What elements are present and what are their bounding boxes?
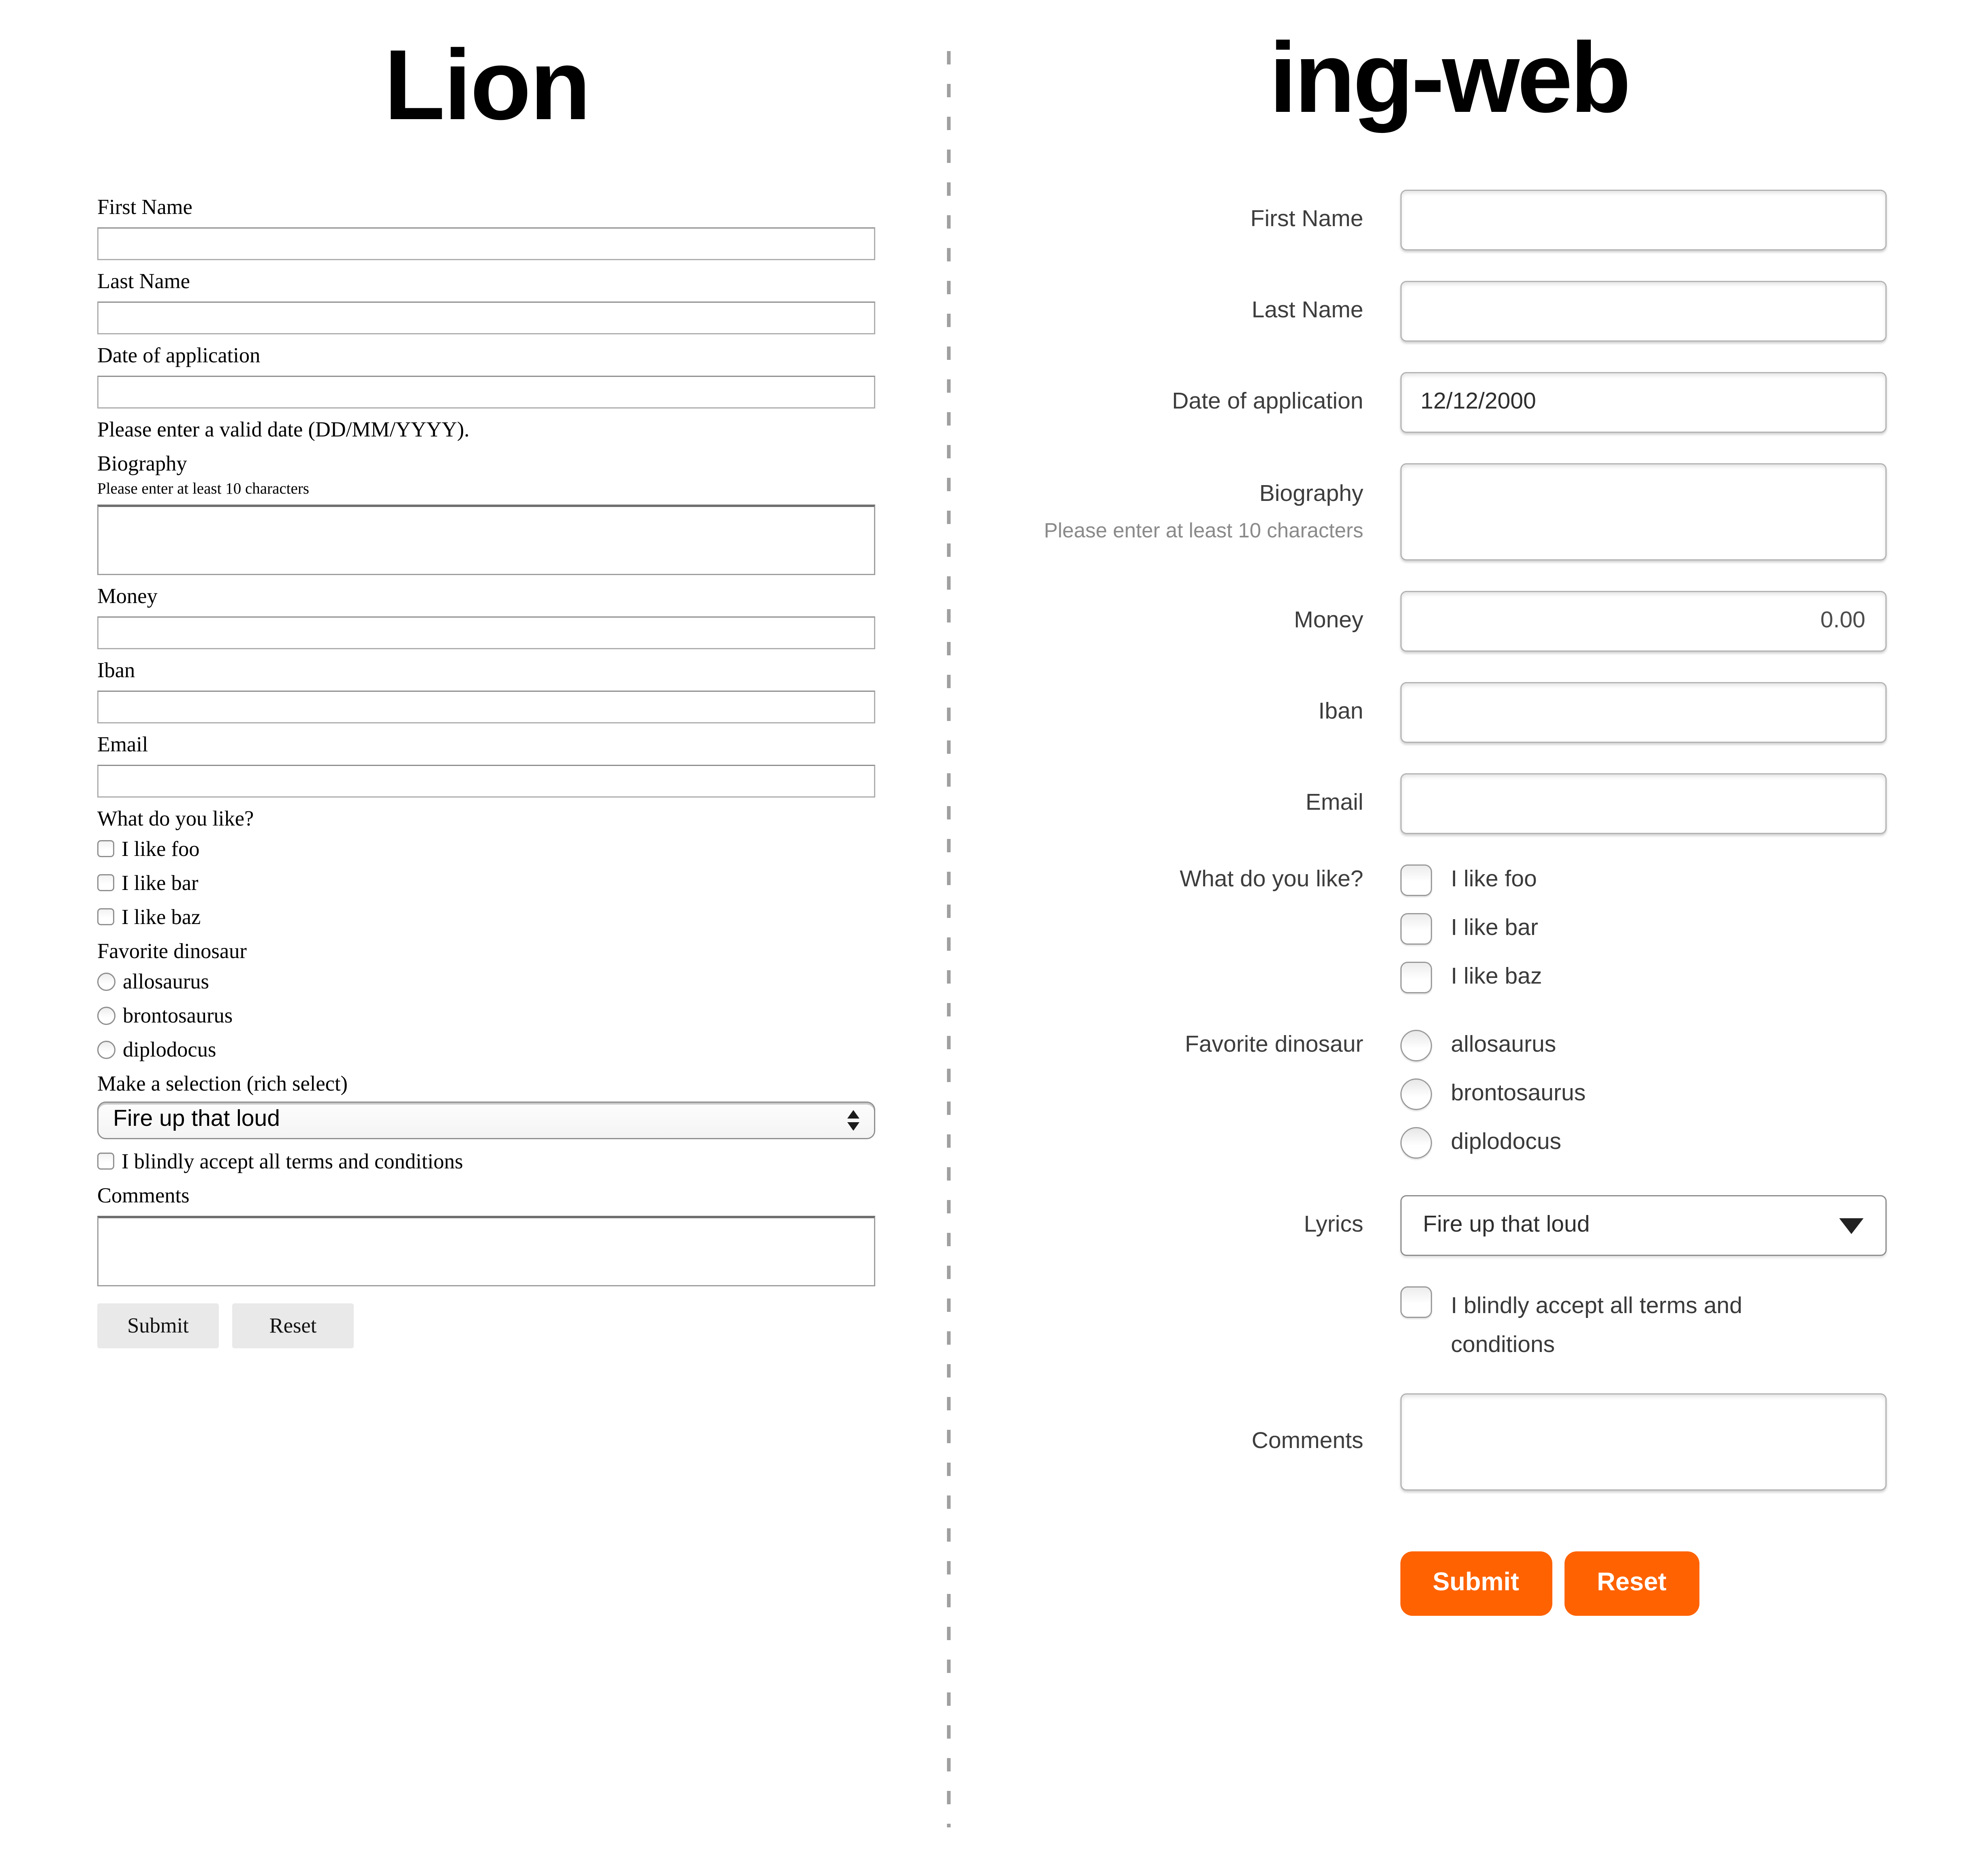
- terms-label: I blindly accept all terms and conditions: [1451, 1294, 1742, 1359]
- iban-row: [950, 682, 1948, 743]
- allosaurus-label: allosaurus: [1451, 1032, 1556, 1058]
- money-input[interactable]: [97, 616, 875, 649]
- like-baz-row: [97, 904, 876, 930]
- biography-helper: Please enter at least 10 characters: [1044, 518, 1364, 542]
- lyrics-label: Lyrics: [1304, 1212, 1364, 1238]
- brontosaurus-radio[interactable]: [97, 1006, 115, 1025]
- first-name-input[interactable]: [1400, 190, 1886, 250]
- terms-checkbox[interactable]: [1400, 1286, 1432, 1318]
- like-baz-checkbox[interactable]: [1400, 962, 1432, 993]
- dinosaur-group-label: Favorite dinosaur: [1185, 1032, 1364, 1058]
- biography-label-stack: [950, 481, 1364, 543]
- email-label: Email: [97, 732, 148, 756]
- rich-select[interactable]: [97, 1101, 875, 1139]
- terms-checkbox[interactable]: [97, 1153, 114, 1170]
- lyrics-select-value: Fire up that loud: [1423, 1212, 1590, 1238]
- allosaurus-radio[interactable]: [97, 972, 115, 990]
- like-foo-label: I like foo: [122, 836, 200, 861]
- comments-textarea[interactable]: [1400, 1393, 1886, 1490]
- money-label: Money: [1294, 608, 1364, 634]
- lyrics-select[interactable]: [1400, 1195, 1886, 1256]
- first-name-row: [950, 190, 1948, 250]
- submit-button[interactable]: Submit: [97, 1303, 219, 1348]
- diplodocus-radio[interactable]: [1400, 1127, 1432, 1159]
- like-bar-row: [950, 913, 1948, 945]
- date-validation-message: Please enter a valid date (DD/MM/YYYY).: [97, 417, 470, 442]
- select-spinner-icon: [847, 1110, 859, 1130]
- email-row: [950, 773, 1948, 834]
- brontosaurus-label: brontosaurus: [123, 1003, 233, 1027]
- iban-label: Iban: [1318, 699, 1364, 725]
- likes-group-label: What do you like?: [97, 806, 254, 830]
- dropdown-arrow-icon: [1839, 1218, 1863, 1234]
- email-input[interactable]: [1400, 773, 1886, 834]
- iban-input[interactable]: [97, 690, 875, 723]
- reset-button[interactable]: Reset: [232, 1303, 354, 1348]
- rich-select-value: Fire up that loud: [113, 1106, 280, 1132]
- allosaurus-radio[interactable]: [1400, 1030, 1432, 1061]
- allosaurus-row: [950, 1030, 1948, 1061]
- lion-form: [97, 195, 876, 1348]
- like-bar-checkbox[interactable]: [97, 875, 114, 892]
- last-name-label: Last Name: [1251, 298, 1364, 324]
- biography-helper: Please enter at least 10 characters: [97, 479, 309, 498]
- diplodocus-label: diplodocus: [1451, 1129, 1562, 1155]
- email-input[interactable]: [97, 764, 875, 797]
- date-row: [950, 372, 1948, 433]
- comments-label: Comments: [97, 1183, 190, 1207]
- date-label: Date of application: [97, 343, 261, 368]
- money-input[interactable]: [1400, 591, 1886, 652]
- first-name-input[interactable]: [97, 227, 875, 260]
- date-label: Date of application: [1172, 389, 1364, 415]
- date-input[interactable]: [1400, 372, 1886, 433]
- brontosaurus-row: [950, 1078, 1948, 1110]
- panel-divider: [947, 51, 950, 1827]
- like-foo-row: [950, 864, 1948, 896]
- allosaurus-row: [97, 969, 876, 994]
- like-foo-label: I like foo: [1451, 867, 1537, 893]
- like-baz-checkbox[interactable]: [97, 909, 114, 926]
- like-baz-row: [950, 962, 1948, 993]
- brontosaurus-row: [97, 1003, 876, 1028]
- like-bar-label: I like bar: [122, 870, 199, 895]
- brontosaurus-radio[interactable]: [1400, 1078, 1432, 1110]
- diplodocus-row: [97, 1037, 876, 1062]
- email-label: Email: [1305, 790, 1364, 816]
- like-bar-row: [97, 870, 876, 896]
- comments-row: [950, 1393, 1948, 1490]
- reset-button[interactable]: Reset: [1564, 1551, 1699, 1615]
- iban-input[interactable]: [1400, 682, 1886, 743]
- lion-panel-title: Lion: [384, 30, 590, 141]
- last-name-label: Last Name: [97, 269, 190, 293]
- lyrics-row: [950, 1195, 1948, 1256]
- iban-label: Iban: [97, 657, 135, 682]
- brontosaurus-label: brontosaurus: [1451, 1081, 1586, 1107]
- dinosaur-group-label: Favorite dinosaur: [97, 938, 247, 963]
- date-input[interactable]: [97, 376, 875, 409]
- biography-textarea[interactable]: [1400, 463, 1886, 560]
- first-name-label: First Name: [1250, 207, 1364, 233]
- ing-web-panel: [950, 0, 1977, 1876]
- last-name-input[interactable]: [97, 302, 875, 334]
- biography-label: Biography: [97, 451, 187, 476]
- like-foo-checkbox[interactable]: [1400, 864, 1432, 896]
- like-baz-label: I like baz: [122, 904, 201, 929]
- biography-row: [950, 463, 1948, 560]
- terms-row: [97, 1149, 876, 1174]
- like-baz-label: I like baz: [1451, 964, 1542, 990]
- likes-group-label: What do you like?: [1180, 867, 1364, 893]
- like-foo-checkbox[interactable]: [97, 841, 114, 858]
- lion-panel: [0, 0, 947, 1876]
- ing-web-form: [950, 190, 1948, 1615]
- comments-textarea[interactable]: [97, 1215, 875, 1286]
- last-name-input[interactable]: [1400, 281, 1886, 342]
- rich-select-label: Make a selection (rich select): [97, 1071, 348, 1095]
- money-row: [950, 591, 1948, 652]
- biography-textarea[interactable]: [97, 504, 875, 575]
- like-foo-row: [97, 836, 876, 862]
- terms-row: [950, 1286, 1948, 1366]
- buttons-row: [950, 1551, 1948, 1615]
- last-name-row: [950, 281, 1948, 342]
- terms-label: I blindly accept all terms and conditions: [122, 1149, 463, 1173]
- allosaurus-label: allosaurus: [123, 969, 209, 993]
- lion-button-row: [97, 1303, 876, 1348]
- diplodocus-radio[interactable]: [97, 1040, 115, 1059]
- ing-web-panel-title: ing-web: [1269, 23, 1629, 134]
- first-name-label: First Name: [97, 195, 192, 219]
- diplodocus-row: [950, 1127, 1948, 1159]
- biography-label: Biography: [1259, 481, 1364, 507]
- like-bar-label: I like bar: [1451, 916, 1538, 941]
- submit-button[interactable]: Submit: [1400, 1551, 1552, 1615]
- diplodocus-label: diplodocus: [123, 1037, 216, 1061]
- comments-label: Comments: [1251, 1428, 1364, 1454]
- like-bar-checkbox[interactable]: [1400, 913, 1432, 945]
- money-label: Money: [97, 583, 158, 608]
